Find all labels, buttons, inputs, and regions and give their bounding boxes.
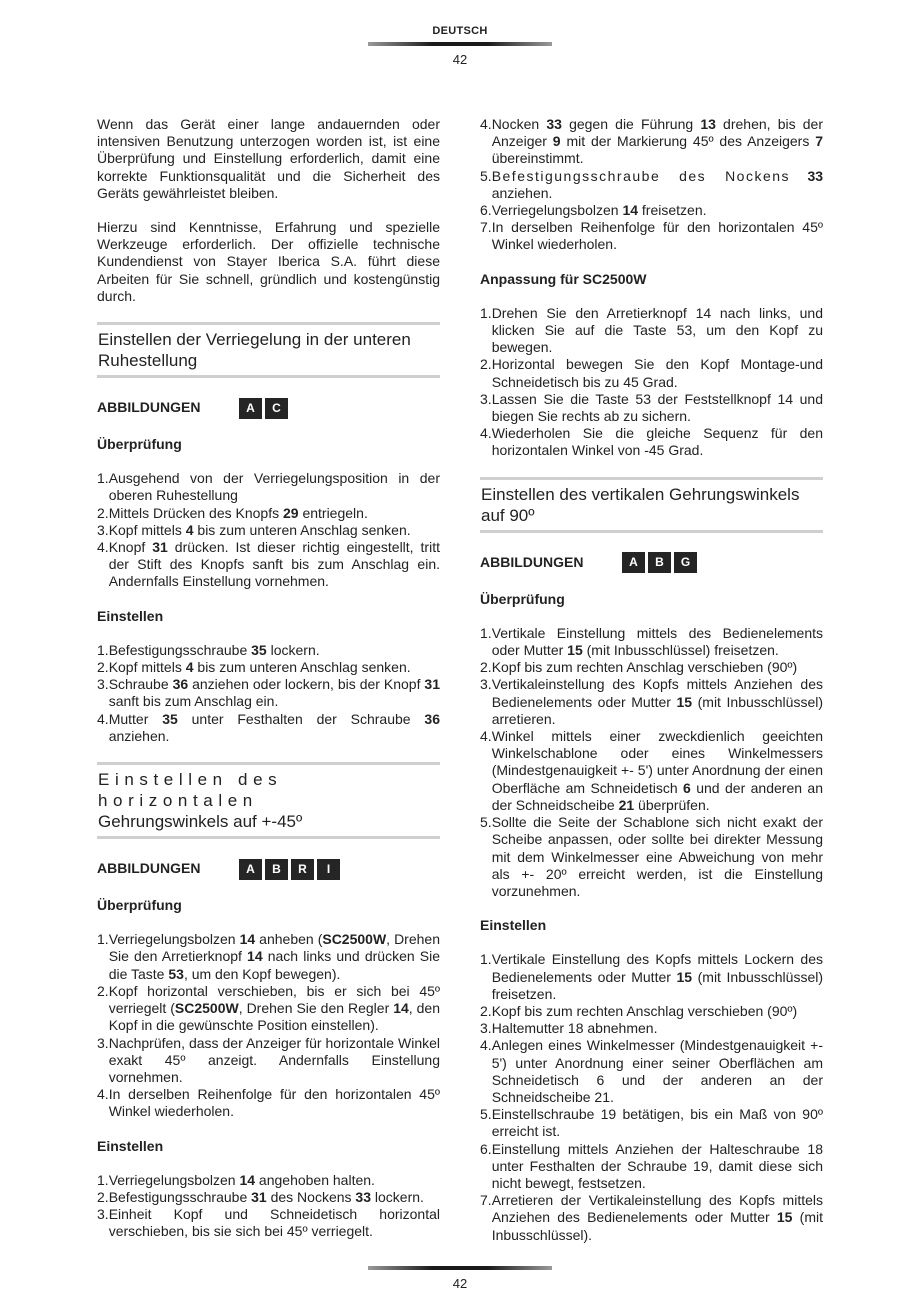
section-title-horizontal-miter: Einstellen des horizontalen Gehrungswinkels auf +-45º — [97, 762, 440, 839]
check-list — [97, 470, 440, 590]
adjust-list — [480, 951, 823, 1243]
list-item: 1. Drehen Sie den Arretierknopf 14 nach links, und klicken Sie auf die Taste 53, um den Kopf zu bewegen. — [480, 304, 823, 356]
anpassung-heading: Anpassung für SC2500W — [480, 270, 647, 287]
list-item: 7. In derselben Reihenfolge für den horizontalen 45º Winkel wiederholen. — [480, 219, 823, 253]
list-item: 2. Kopf bis zum rechten Anschlag verschieben (90º) — [480, 1002, 798, 1019]
list-item: 6. Einstellung mittels Anziehen der Halteschraube 18 unter Festhalten der Schraube 19, damit diese sich nicht bewegt, festsetzen. — [480, 1140, 823, 1191]
list-item: 4. Anlegen eines Winkelmesser (Mindestgenauigkeit +- 5') unter Anordnung einer seiner Oberflächen am Schneidetisch 6 und der anderen an der Schneidscheibe 21. — [480, 1037, 823, 1105]
list-item: 2. Befestigungsschraube 31 des Nockens 33 lockern. — [97, 1188, 424, 1205]
list-item: 3. Lassen Sie die Taste 53 der Feststellknopf 14 und biegen Sie rechts ab zu sichern. — [480, 390, 823, 425]
figures-label: ABBILDUNGEN — [97, 860, 201, 877]
header-rule — [368, 42, 552, 46]
list-item: 4. In derselben Reihenfolge für den horizontalen 45º Winkel wiederholen. — [97, 1086, 440, 1120]
list-item: 1. Vertikale Einstellung des Kopfs mittels Lockern des Bedienelements oder Mutter 15 (mit Inbusschlüssel) freisetzen. — [480, 951, 824, 1002]
figures-label: ABBILDUNGEN — [97, 399, 201, 416]
figure-badge: B — [265, 859, 288, 880]
check-heading: Überprüfung — [480, 590, 565, 607]
figure-badge: A — [239, 859, 262, 880]
list-item: 5. Sollte die Seite der Schablone sich nicht exakt der Scheibe anpassen, oder sollte bei direkter Messung mit dem Winkelmesser eine Abweichung von mehr als +- 20º erreicht werden, ist die Einstellung vorzunehmen. — [480, 814, 823, 899]
list-item: 3. Nachprüfen, dass der Anzeiger für horizontale Winkel exakt 45º anzeigt. Andernfalls Einstellung vornehmen. — [97, 1034, 440, 1085]
list-item: 4. Knopf 31 drücken. Ist dieser richtig eingestellt, tritt der Stift des Knopfs sanft bis zum Anschlag ein. Andernfalls Einstellung vornehmen. — [97, 539, 440, 590]
left-column — [97, 116, 440, 1258]
list-item: 3. Vertikaleinstellung des Kopfs mittels Anziehen des Bedienelements oder Mutter 15 (mit Inbusschlüssel) arretieren. — [480, 676, 824, 727]
figure-badge: G — [674, 552, 697, 573]
footer-page-number: 42 — [452, 1276, 468, 1291]
adjust-heading: Einstellen — [97, 607, 164, 624]
list-item: 4. Winkel mittels einer zweckdienlich geeichten Winkelschablone oder eines Winkelmessers (Mindestgenauigkeit +- 5') unter Anordnung der einen Oberfläche am Schneidetisch 6 und der anderen an der Schneidscheibe 21 überprüfen. — [480, 728, 823, 813]
section-title-vertical-miter: Einstellen des vertikalen Gehrungswinkels auf 90º — [480, 477, 823, 533]
check-list — [97, 931, 440, 1120]
figure-badge: R — [291, 859, 314, 880]
check-list — [480, 625, 823, 900]
right-column — [480, 116, 823, 1261]
adjust-list — [97, 1172, 440, 1241]
list-item: 3. Schraube 36 anziehen oder lockern, bis der Knopf 31 sanft bis zum Anschlag ein. — [97, 676, 440, 710]
anpassung-list — [480, 305, 823, 460]
intro-paragraph-2: Hierzu sind Kenntnisse, Erfahrung und spezielle Werkzeuge erforderlich. Der offizielle technische Kundendienst von Stayer Iberica S.A. führt diese Arbeiten für Sie schnell, gründlich und kostengünstig durch. — [97, 219, 440, 304]
list-item: 1. Befestigungsschraube 35 lockern. — [97, 641, 320, 658]
list-item: 1. Verriegelungsbolzen 14 anheben (SC2500W, Drehen Sie den Arretierknopf 14 nach links und drücken Sie die Taste 53, um den Kopf bewegen). — [97, 931, 440, 982]
continued-list — [480, 116, 823, 254]
list-item: 3. Kopf mittels 4 bis zum unteren Anschlag senken. — [97, 521, 411, 538]
check-heading: Überprüfung — [97, 897, 182, 914]
figure-badge: C — [265, 398, 288, 419]
list-item: 2. Mittels Drücken des Knopfs 29 entriegeln. — [97, 504, 368, 521]
list-item: 1. Verriegelungsbolzen 14 angehoben halten. — [97, 1171, 375, 1188]
list-item: 5. Einstellschraube 19 betätigen, bis ein Maß von 90º erreicht ist. — [480, 1106, 823, 1140]
adjust-heading: Einstellen — [480, 917, 547, 934]
figure-badge: A — [239, 398, 262, 419]
figures-label: ABBILDUNGEN — [480, 554, 584, 571]
list-item: 4. Nocken 33 gegen die Führung 13 drehen, bis der Anzeiger 9 mit der Markierung 45º des Anzeigers 7 übereinstimmt. — [480, 116, 823, 167]
intro-paragraph-1: Wenn das Gerät einer lange andauernden oder intensiven Benutzung unterzogen worden ist, ist eine Überprüfung und Einstellung erforderlich, damit eine korrekte Funktionsqualität und die Sicherheit des Geräts gewährleistet bleiben. — [97, 116, 440, 201]
figures-row — [480, 551, 823, 575]
list-item: 1. Vertikale Einstellung mittels des Bedienelements oder Mutter 15 (mit Inbusschlüssel) freisetzen. — [480, 624, 823, 659]
adjust-heading: Einstellen — [97, 1137, 164, 1154]
list-item: 6. Verriegelungsbolzen 14 freisetzen. — [480, 202, 707, 219]
list-item: 1. Ausgehend von der Verriegelungsposition in der oberen Ruhestellung — [97, 470, 440, 504]
list-item: 2. Kopf bis zum rechten Anschlag verschieben (90º) — [480, 659, 798, 676]
footer-rule — [368, 1266, 552, 1270]
header-page-number: 42 — [452, 52, 468, 67]
figure-badge: A — [622, 552, 645, 573]
list-item: 3. Haltemutter 18 abnehmen. — [480, 1020, 658, 1037]
header-language: DEUTSCH — [432, 25, 488, 37]
list-item: 4. Mutter 35 unter Festhalten der Schraube 36 anziehen. — [97, 710, 440, 744]
list-item: 4. Wiederholen Sie die gleiche Sequenz für den horizontalen Winkel von -45 Grad. — [480, 425, 823, 459]
figure-badge: I — [317, 859, 340, 880]
list-item: 2. Kopf horizontal verschieben, bis er sich bei 45º verriegelt (SC2500W, Drehen Sie den Regler 14, den Kopf in die gewünschte Position einstellen). — [97, 982, 440, 1034]
list-item: 2. Kopf mittels 4 bis zum unteren Anschlag senken. — [97, 659, 411, 676]
section-title-lower-lock: Einstellen der Verriegelung in der unteren Ruhestellung — [97, 322, 440, 378]
figures-row — [97, 857, 440, 881]
list-item: 3. Einheit Kopf und Schneidetisch horizontal verschieben, bis sie sich bei 45º verriegelt. — [97, 1206, 440, 1240]
adjust-list — [97, 642, 440, 745]
list-item: 2. Horizontal bewegen Sie den Kopf Montage-und Schneidetisch bis zu 45 Grad. — [480, 356, 823, 390]
figure-badge: B — [648, 552, 671, 573]
list-item: 5. Befestigungsschraube des Nockens 33 anziehen. — [480, 167, 824, 201]
figures-row — [97, 396, 440, 420]
check-heading: Überprüfung — [97, 436, 182, 453]
list-item: 7. Arretieren der Vertikaleinstellung des Kopfs mittels Anziehen des Bedienelements oder Mutter 15 (mit Inbusschlüssel). — [480, 1192, 824, 1243]
